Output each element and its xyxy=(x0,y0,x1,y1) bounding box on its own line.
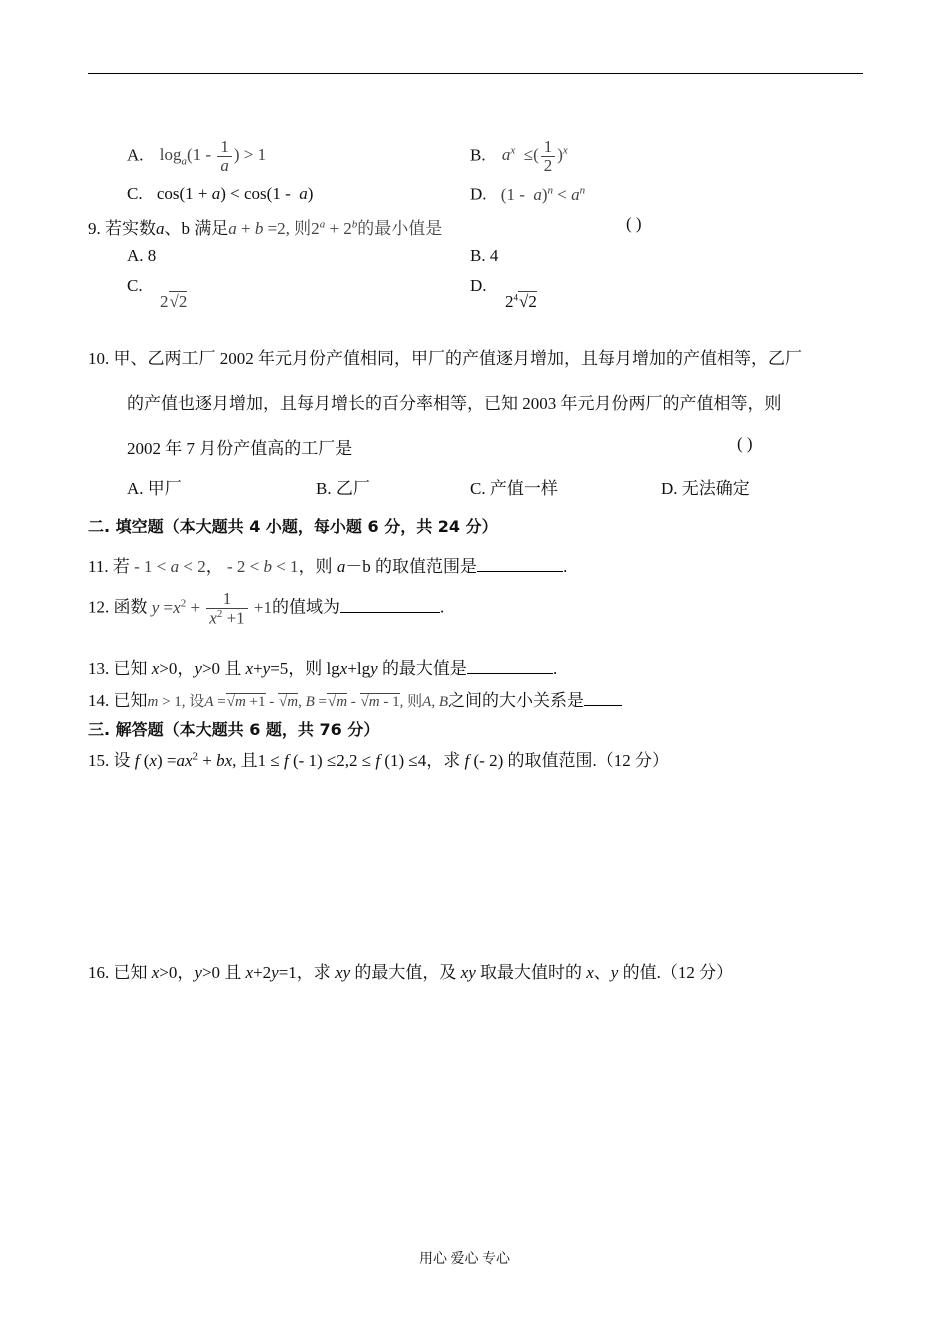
q13-text-e: +lg xyxy=(347,659,371,678)
q13-number: 13. xyxy=(88,659,110,678)
q11: 11. 若 - 1 < a < 2， - 2 < b < 1，则 a－b 的取值范围是 . xyxy=(88,557,568,576)
q10-option-b: B. 乙厂 xyxy=(316,479,370,498)
q8-option-d-formula: $(1 - a)^n < a^n$ xyxy=(500,184,586,204)
q16-text-b: >0， xyxy=(159,963,195,982)
q12-answer-blank[interactable] xyxy=(340,612,440,613)
q9-formula: a + b =2, 则$2^a + 2^b$ xyxy=(228,218,358,238)
q12-number: 12. xyxy=(88,597,110,617)
page-footer: 用心 爱心 专心 xyxy=(419,1252,510,1267)
q12-post: 的值域为 xyxy=(272,597,341,617)
q15-number: 15. xyxy=(88,751,110,770)
q8-option-b-label: B. xyxy=(470,145,486,165)
q15 xyxy=(88,746,669,771)
q9-option-d-formula: $2^4√2$ xyxy=(505,292,537,311)
q11-pre: 若 xyxy=(112,557,130,576)
q8-option-a-formula: $\log_a(1$ - $\frac{1}{a}$ ) > 1 xyxy=(159,137,267,175)
q9-option-d-label: D. xyxy=(470,276,487,295)
q9-stem-mid: 、b 满足 xyxy=(164,219,229,238)
q11-formula-a: - 1 < a < 2 xyxy=(129,557,206,576)
q11-mid: ，则 xyxy=(298,557,333,576)
q8-option-b xyxy=(470,138,568,175)
q12-formula: $y =x^2$ + $\frac{1}{x^2 +1}$ +1 xyxy=(151,589,273,628)
q11-post: －b 的取值范围是 xyxy=(345,557,478,576)
q9-stem-post: 的最小值是 xyxy=(357,219,443,238)
q8-option-a xyxy=(127,138,266,175)
q16-text-d: =1，求 xyxy=(278,963,336,982)
q13-end: . xyxy=(552,659,558,678)
q12-end: . xyxy=(440,597,445,617)
q10-answer-paren: ( ) xyxy=(737,434,753,453)
q14-number: 14. xyxy=(88,691,110,710)
q13-text-a: 已知 xyxy=(113,659,152,678)
q9-option-a: A. 8 xyxy=(127,246,157,265)
q13-text-d: =5，则 lg xyxy=(270,659,340,678)
q9-option-c-label: C. xyxy=(127,276,143,295)
q14-answer-blank[interactable] xyxy=(584,705,622,706)
q9-stem: 9. 若实数a、b 满足a + b =2, 则$2^a + 2^b$的最小值是 xyxy=(88,218,443,238)
q10-option-c: C. 产值一样 xyxy=(470,479,558,498)
q16: 16. 已知 x>0，y>0 且 x+2y=1，求 xy 的最大值，及 xy 取最大值时的 x、y 的值.（12 分） xyxy=(88,963,734,982)
q11-end: . xyxy=(563,557,568,576)
q13-text-b: >0， xyxy=(159,659,195,678)
q10-option-d: D. 无法确定 xyxy=(661,479,750,498)
section-3-title: 三. 解答题（本大题共 6 题，共 76 分） xyxy=(88,720,380,739)
q16-text-f: 取最大值时的 xyxy=(475,963,587,982)
q16-text-c: >0 且 xyxy=(201,963,246,982)
q16-text-g: 的值.（12 分） xyxy=(618,963,734,982)
q8-option-c xyxy=(127,184,313,204)
q9-stem-pre: 若实数 xyxy=(105,219,156,238)
q8-option-c-label: C. xyxy=(127,184,143,203)
q16-number: 16. xyxy=(88,963,110,982)
q16-text-a: 已知 xyxy=(113,963,152,982)
q12 xyxy=(88,590,444,627)
q14 xyxy=(88,686,622,711)
q14-post: 之间的大小关系是 xyxy=(447,691,584,710)
q16-text-e: 的最大值，及 xyxy=(350,963,461,982)
q11-formula-b: - 2 < b < 1 xyxy=(222,557,299,576)
q9-answer-paren: ( ) xyxy=(626,214,642,233)
q10-line-1: 10. 甲、乙两工厂 2002 年元月份产值相同，甲厂的产值逐月增加，且每月增加的产值相等，乙厂 xyxy=(88,349,802,368)
q9-number: 9. xyxy=(88,219,101,238)
q8-option-b-formula: $a^x$ ≤( $\frac{1}{2}$ )$^x$ xyxy=(501,137,568,175)
q8-option-c-formula: cos(1 + a) < cos(1 - a) xyxy=(156,184,314,203)
q15-pre: 设 xyxy=(113,751,131,770)
q10-option-a: A. 甲厂 xyxy=(127,479,182,498)
q15-formula: f $(x) =ax^2$ + bx, 且1 ≤ f (- 1) ≤2,2 ≤ f (1) ≤4 xyxy=(134,750,427,770)
q10-line-3: 2002 年 7 月份产值高的工厂是 xyxy=(127,439,353,458)
q12-pre: 函数 xyxy=(113,597,148,617)
q14-formula: m > 1, 设A =√m +1 - √m, B =√m - √m - 1, 则A, B xyxy=(147,694,448,710)
q15-post: 的取值范围.（12 分） xyxy=(507,751,669,770)
q8-option-a-label: A. xyxy=(127,145,144,165)
q9-option-c-formula: 2√2 xyxy=(160,292,188,311)
q13-text-c: >0 且 xyxy=(201,659,246,678)
q15-mid: ，求 xyxy=(426,751,461,770)
q14-pre: 已知 xyxy=(113,691,148,710)
header-rule xyxy=(88,73,863,74)
q15-target: f (- 2) xyxy=(464,751,504,770)
q13-answer-blank[interactable] xyxy=(467,673,553,674)
q11-number: 11. xyxy=(88,557,109,576)
q8-option-d-label: D. xyxy=(470,184,487,204)
q10-line-2: 的产值也逐月增加，且每月增长的百分率相等，已知 2003 年元月份两厂的产值相等，则 xyxy=(127,394,782,413)
q13: 13. 已知 x>0，y>0 且 x+y=5，则 lgx+lgy 的最大值是 . xyxy=(88,659,558,678)
q9-option-b: B. 4 xyxy=(470,246,499,265)
q13-text-f: 的最大值是 xyxy=(377,659,467,678)
q11-answer-blank[interactable] xyxy=(477,571,563,572)
q8-option-d xyxy=(470,184,585,205)
section-2-title: 二. 填空题（本大题共 4 小题，每小题 6 分，共 24 分） xyxy=(88,517,498,536)
